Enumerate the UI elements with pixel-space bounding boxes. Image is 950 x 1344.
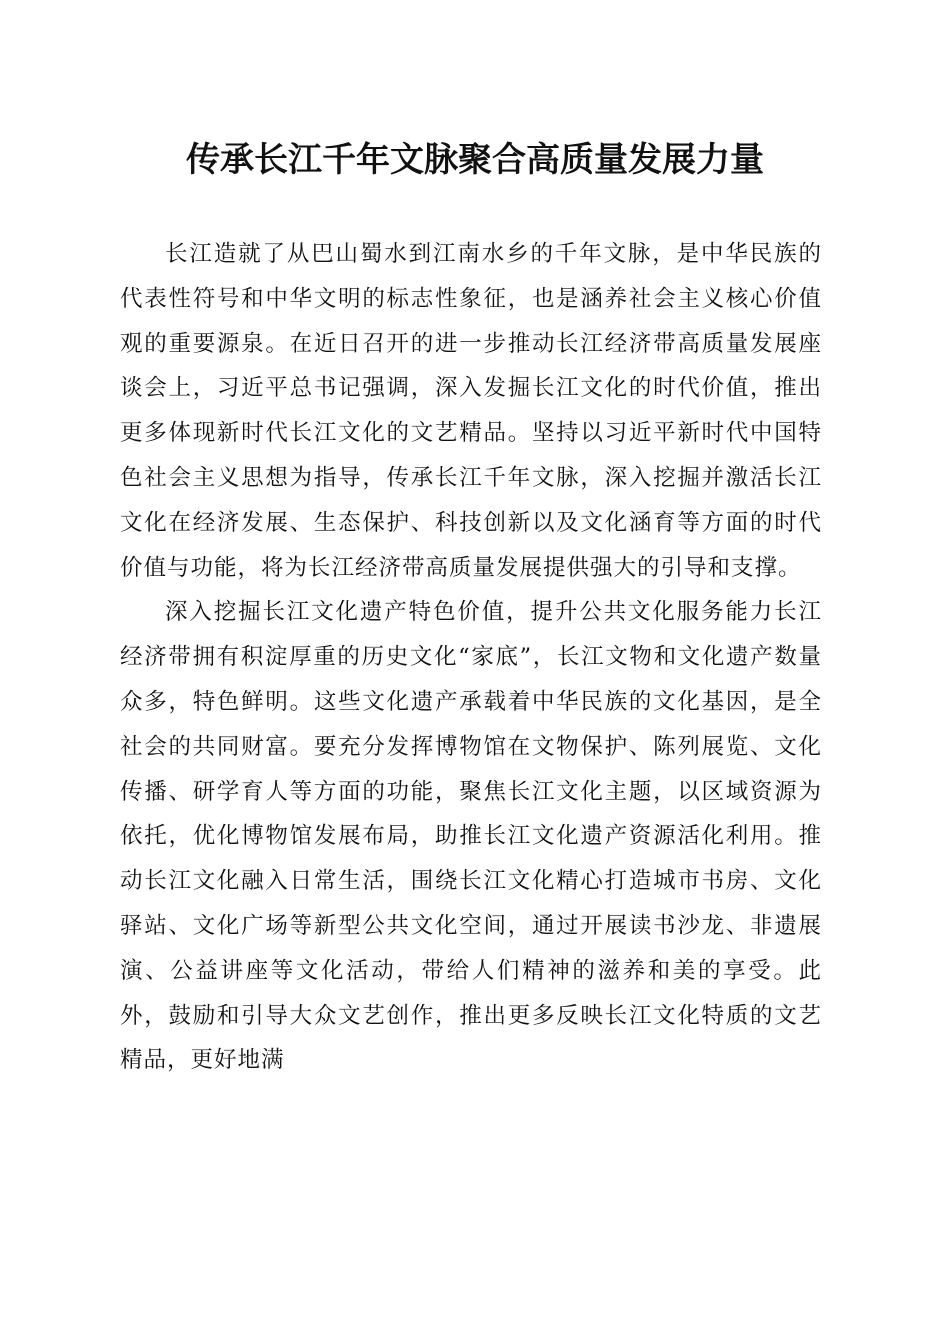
paragraph-2: 深入挖掘长江文化遗产特色价值，提升公共文化服务能力长江经济带拥有积淀厚重的历史文化“家底”，长江文物和文化遗产数量众多，特色鲜明。这些文化遗产承载着中华民族的文化基因，是全社会的共同财富。要充分发挥博物馆在文物保护、陈列展览、文化传播、研学育人等方面的功能，聚焦长江文化主题，以区域资源为依托，优化博物馆发展布局，助推长江文化遗产资源活化利用。推动长江文化融入日常生活，围绕长江文化精心打造城市书房、文化驿站、文化广场等新型公共文化空间，通过开展读书沙龙、非遗展演、公益讲座等文化活动，带给人们精神的滋养和美的享受。此外，鼓励和引导大众文艺创作，推出更多反映长江文化特质的文艺精品，更好地满 xyxy=(120,599,822,1074)
document-title: 传承长江千年文脉聚合高质量发展力量 xyxy=(186,140,764,180)
document-body xyxy=(120,232,822,1083)
paragraph-1: 长江造就了从巴山蜀水到江南水乡的千年文脉，是中华民族的代表性符号和中华文明的标志性象征，也是涵养社会主义核心价值观的重要源泉。在近日召开的进一步推动长江经济带高质量发展座谈会上，习近平总书记强调，深入发掘长江文化的时代价值，推出更多体现新时代长江文化的文艺精品。坚持以习近平新时代中国特色社会主义思想为指导，传承长江千年文脉，深入挖掘并激活长江文化在经济发展、生态保护、科技创新以及文化涵育等方面的时代价值与功能，将为长江经济带高质量发展提供强大的引导和支撑。 xyxy=(120,241,822,581)
